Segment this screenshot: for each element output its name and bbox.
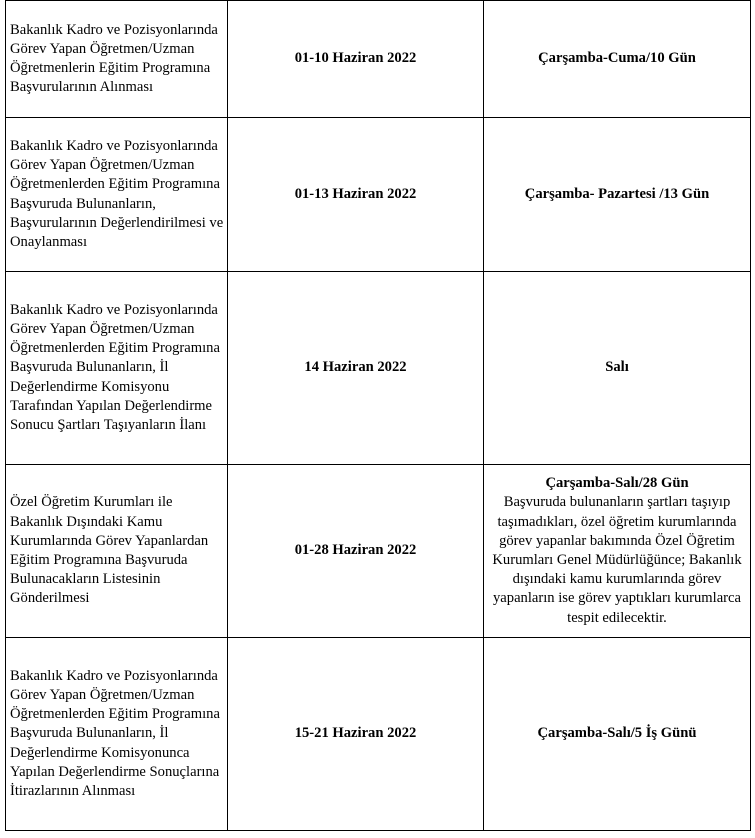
day-text: Çarşamba-Cuma/10 Gün bbox=[538, 50, 696, 67]
event-text: Bakanlık Kadro ve Pozisyonlarında Görev Yapan Öğretmen/Uzman Öğretmenlerden Eğitim Programına Başvuruda Bulunanların, İl Değerlendirme Komisyonunca Yapılan Değerlendirme Sonuçlarına İtirazlarının Alınması bbox=[10, 667, 220, 799]
table-row bbox=[6, 638, 751, 831]
table-row bbox=[6, 118, 751, 272]
table-row bbox=[6, 1, 751, 118]
table-row bbox=[6, 272, 751, 465]
day-text: Çarşamba- Pazartesi /13 Gün bbox=[524, 185, 710, 202]
date-cell bbox=[228, 465, 484, 638]
event-cell bbox=[6, 272, 228, 465]
day-cell bbox=[484, 272, 751, 465]
day-cell bbox=[484, 638, 751, 831]
date-text: 14 Haziran 2022 bbox=[304, 359, 407, 376]
date-text: 15-21 Haziran 2022 bbox=[294, 725, 417, 742]
event-text: Özel Öğretim Kurumları ile Bakanlık Dışındaki Kamu Kurumlarında Görev Yapanlardan Eğitim Programına Başvuruda Bulunacakların Listesinin Gönderilmesi bbox=[10, 494, 209, 607]
day-text: Çarşamba-Salı/5 İş Günü bbox=[537, 725, 697, 742]
date-cell bbox=[228, 118, 484, 272]
date-text: 01-13 Haziran 2022 bbox=[294, 185, 417, 202]
date-cell bbox=[228, 1, 484, 118]
day-cell bbox=[484, 465, 751, 638]
day-note: Başvuruda bulunanların şartları taşıyıp taşımadıkları, özel öğretim kurumlarında görev yapanlar bakımında Özel Öğretim Kurumları Genel Müdürlüğünce; Bakanlık dışındaki kamu kurumlarında görev yapanların ise görev yaptıkları kurumlarca tespit edilecektir. bbox=[492, 494, 742, 626]
event-text: Bakanlık Kadro ve Pozisyonlarında Görev Yapan Öğretmen/Uzman Öğretmenlerden Eğitim Programına Başvuruda Bulunanların, Başvurularının Değerlendirilmesi ve Onaylanması bbox=[10, 137, 224, 250]
table-row bbox=[6, 465, 751, 638]
event-text: Bakanlık Kadro ve Pozisyonlarında Görev Yapan Öğretmen/Uzman Öğretmenlerin Eğitim Programına Başvurularının Alınması bbox=[10, 21, 218, 96]
event-cell bbox=[6, 638, 228, 831]
day-cell bbox=[484, 118, 751, 272]
date-text: 01-10 Haziran 2022 bbox=[294, 50, 417, 67]
date-text: 01-28 Haziran 2022 bbox=[294, 542, 417, 559]
day-text: Çarşamba-Salı/28 Gün bbox=[545, 475, 689, 492]
event-cell bbox=[6, 1, 228, 118]
schedule-table bbox=[5, 0, 751, 831]
date-cell bbox=[228, 638, 484, 831]
day-cell bbox=[484, 1, 751, 118]
day-text: Salı bbox=[605, 359, 629, 376]
event-cell bbox=[6, 118, 228, 272]
date-cell bbox=[228, 272, 484, 465]
event-cell bbox=[6, 465, 228, 638]
event-text: Bakanlık Kadro ve Pozisyonlarında Görev Yapan Öğretmen/Uzman Öğretmenlerden Eğitim Programına Başvuruda Bulunanların, İl Değerlendirme Komisyonu Tarafından Yapılan Değerlendirme Sonucu Şartları Taşıyanların İlanı bbox=[10, 301, 220, 433]
